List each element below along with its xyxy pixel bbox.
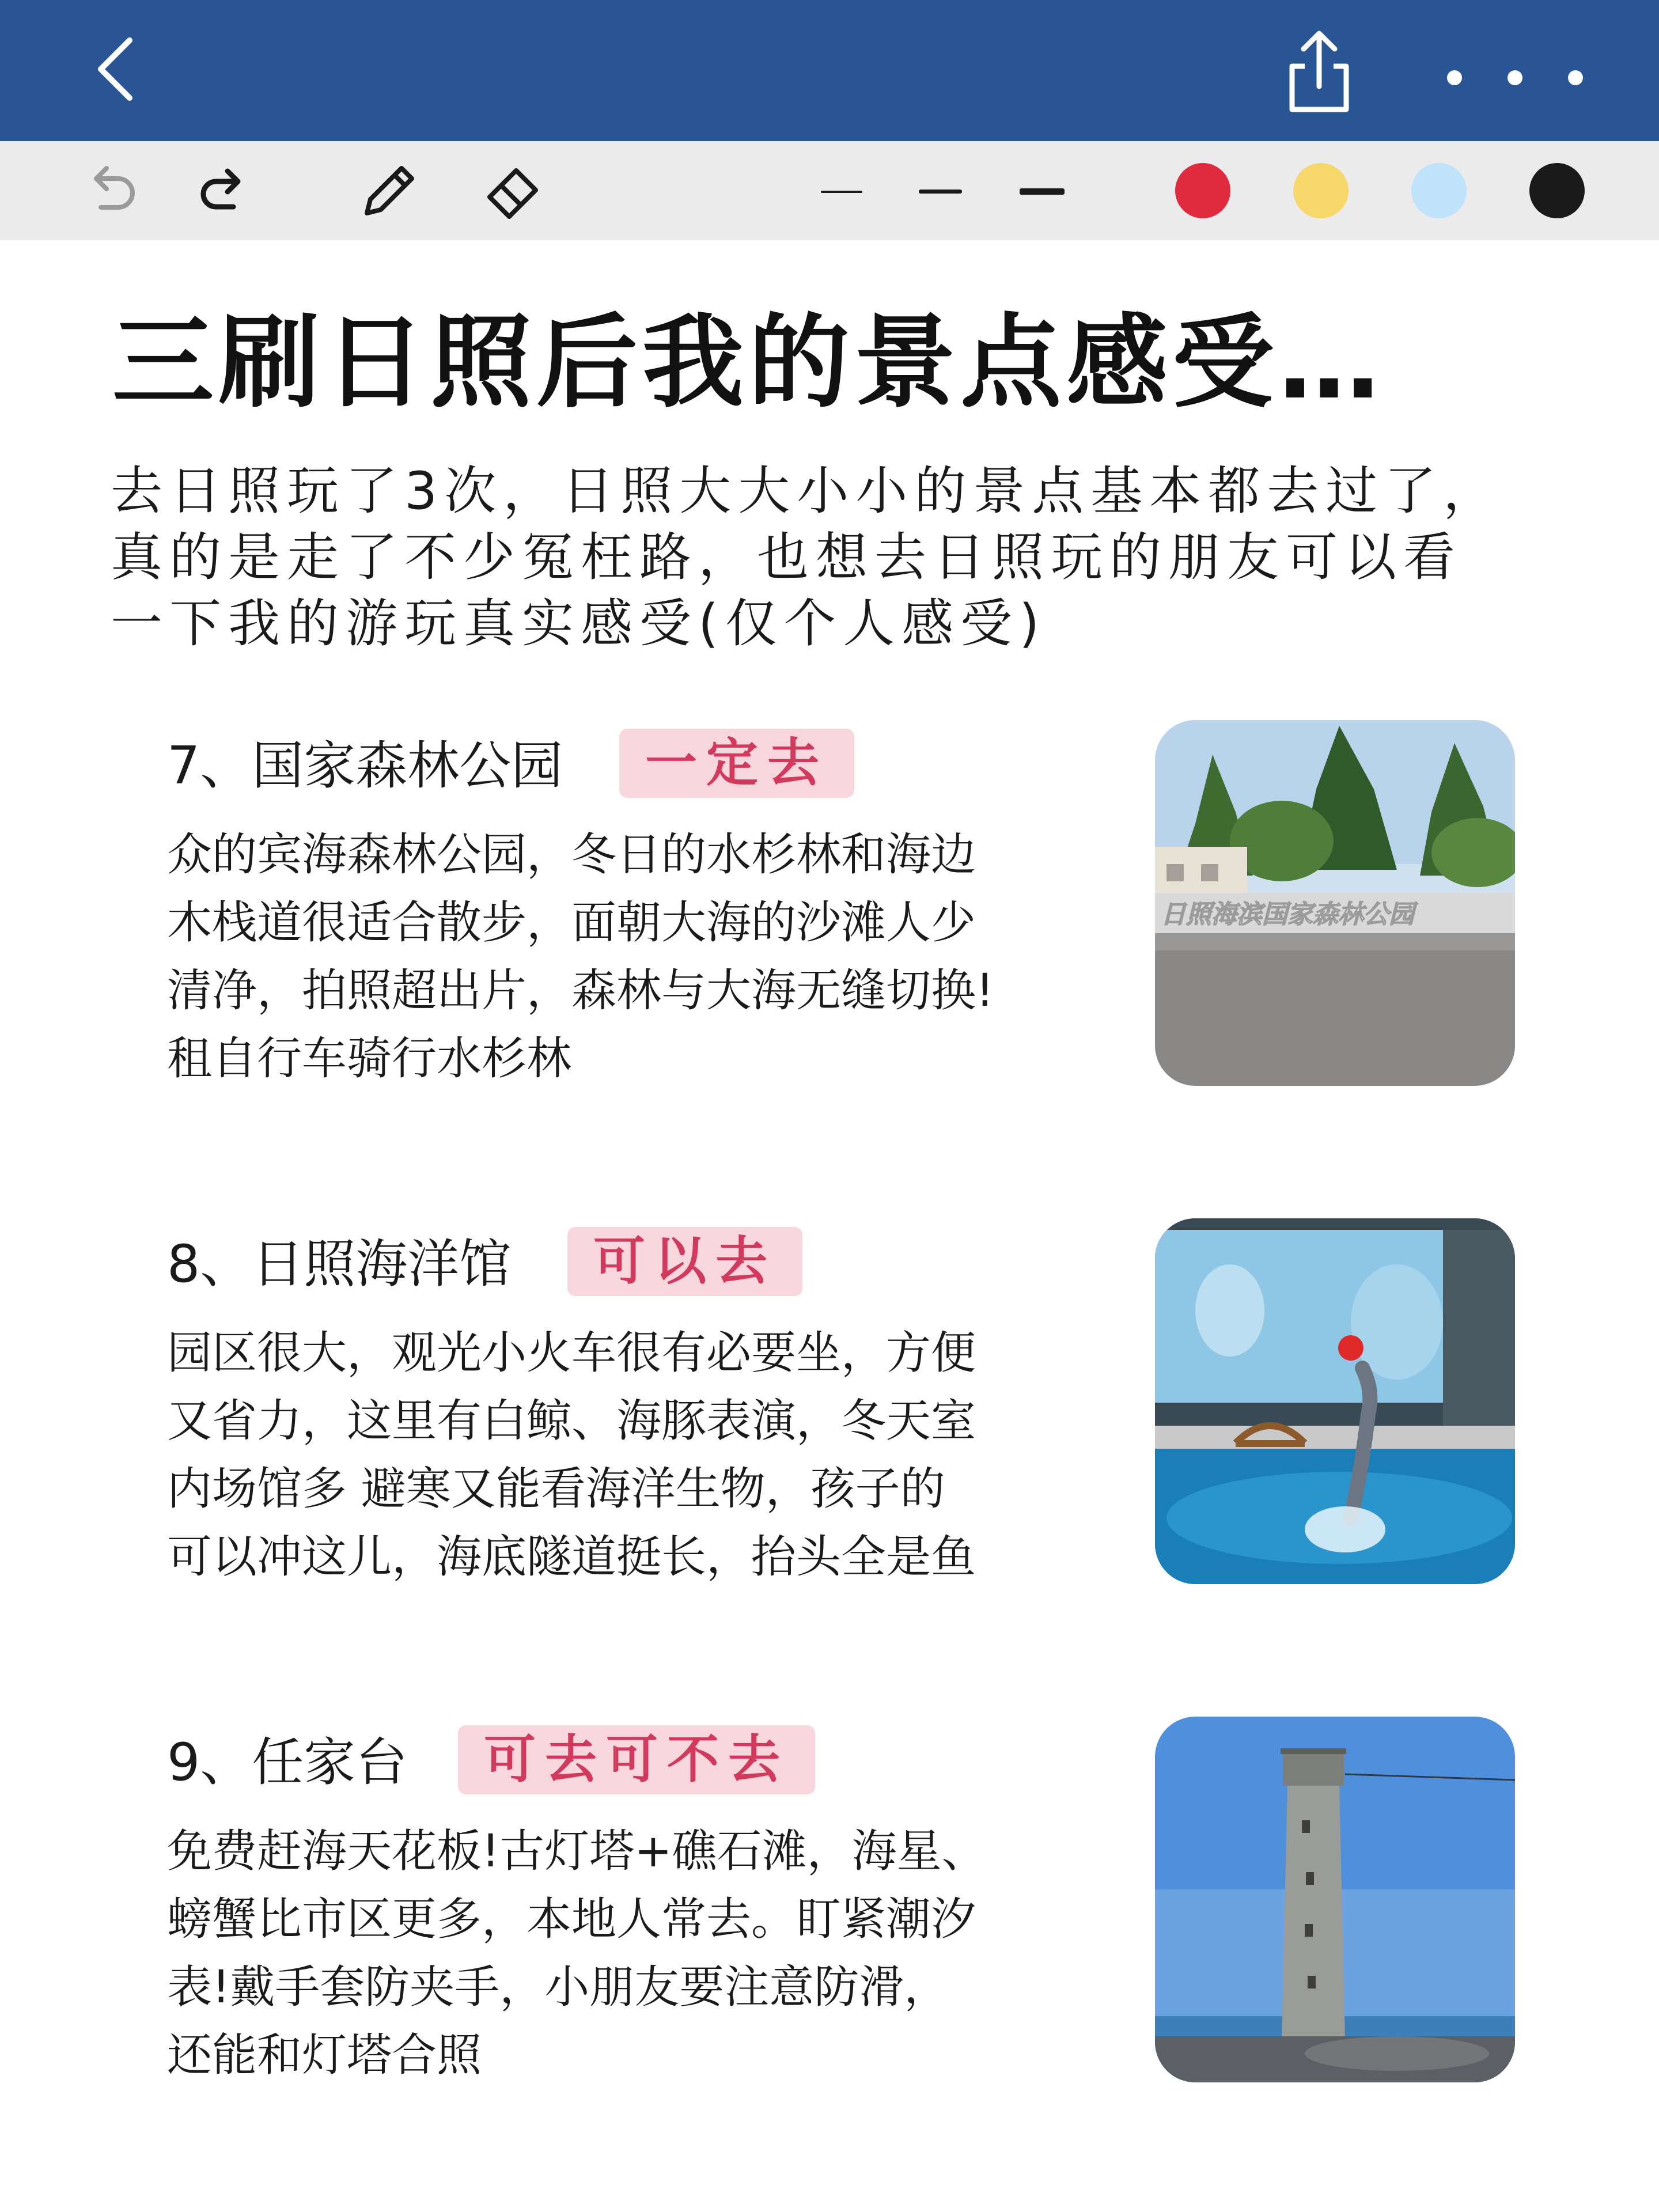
rating-badge: 一定去	[619, 729, 854, 798]
stroke-thick-option[interactable]	[1020, 188, 1065, 195]
list-item-renjiatai	[0, 1725, 1659, 2105]
park-sign-text: 日照海滨国家森林公园	[1161, 900, 1414, 929]
list-item-forest-park	[0, 729, 1659, 1109]
pencil-icon[interactable]	[354, 156, 423, 225]
redo-icon[interactable]	[190, 156, 259, 225]
color-swatch-red[interactable]	[1175, 163, 1230, 218]
color-swatch-black[interactable]	[1529, 163, 1585, 218]
page-title: 三刷日照后我的景点感受…	[112, 304, 1385, 422]
intro-paragraph	[111, 458, 1585, 657]
description-line: 还能和灯塔合照	[167, 2029, 482, 2081]
chevron-left-icon[interactable]	[75, 29, 156, 109]
lighthouse-photo	[1155, 1717, 1515, 2082]
list-item-aquarium	[0, 1227, 1659, 1607]
item-description	[167, 821, 1089, 1093]
item-description	[167, 1319, 1089, 1591]
stroke-thin-option[interactable]	[821, 191, 862, 193]
intro-line: 一下我的游玩真实感受(仅个人感受)	[111, 593, 1047, 654]
description-line: 内场馆多 避寒又能看海洋生物，孩子的	[167, 1463, 945, 1515]
undo-icon[interactable]	[75, 156, 144, 225]
description-line: 园区很大，观光小火车很有必要坐，方便	[167, 1327, 976, 1379]
rating-badge: 可去可不去	[458, 1725, 815, 1794]
item-heading: 8、日照海洋馆	[167, 1234, 512, 1294]
eraser-icon[interactable]	[478, 156, 547, 225]
item-description	[167, 1817, 1089, 2089]
description-line: 租自行车骑行水杉林	[167, 1033, 572, 1085]
description-line: 可以冲这儿，海底隧道挺长，抬头全是鱼	[167, 1531, 976, 1583]
item-heading: 9、任家台	[167, 1732, 408, 1793]
aquarium-photo	[1155, 1218, 1515, 1584]
description-line: 螃蟹比市区更多，本地人常去。盯紧潮汐	[167, 1893, 976, 1945]
description-line: 众的宾海森林公园，冬日的水杉林和海边	[167, 829, 976, 881]
description-line: 表!戴手套防夹手，小朋友要注意防滑，	[167, 1961, 949, 2013]
more-dots-icon[interactable]	[1429, 52, 1601, 98]
item-heading: 7、国家森林公园	[167, 736, 563, 796]
drawing-toolbar	[0, 141, 1659, 240]
description-line: 清净，拍照超出片，森林与大海无缝切换!	[167, 965, 994, 1017]
top-nav-bar	[0, 0, 1659, 141]
intro-line: 去日照玩了3次，日照大大小小的景点基本都去过了，	[111, 461, 1502, 521]
description-line: 免费赶海天花板!古灯塔+礁石滩，海星、	[167, 1825, 987, 1877]
rating-badge: 可以去	[567, 1227, 802, 1296]
stroke-medium-option[interactable]	[919, 190, 962, 194]
color-swatch-yellow[interactable]	[1293, 163, 1349, 218]
share-icon[interactable]	[1276, 26, 1362, 118]
description-line: 木栈道很适合散步，面朝大海的沙滩人少	[167, 897, 976, 949]
description-line: 又省力，这里有白鲸、海豚表演，冬天室	[167, 1395, 976, 1447]
color-swatch-light-blue[interactable]	[1411, 163, 1467, 218]
intro-line: 真的是走了不少冤枉路，也想去日照玩的朋友可以看	[111, 527, 1462, 588]
forest-park-photo	[1155, 720, 1515, 1086]
